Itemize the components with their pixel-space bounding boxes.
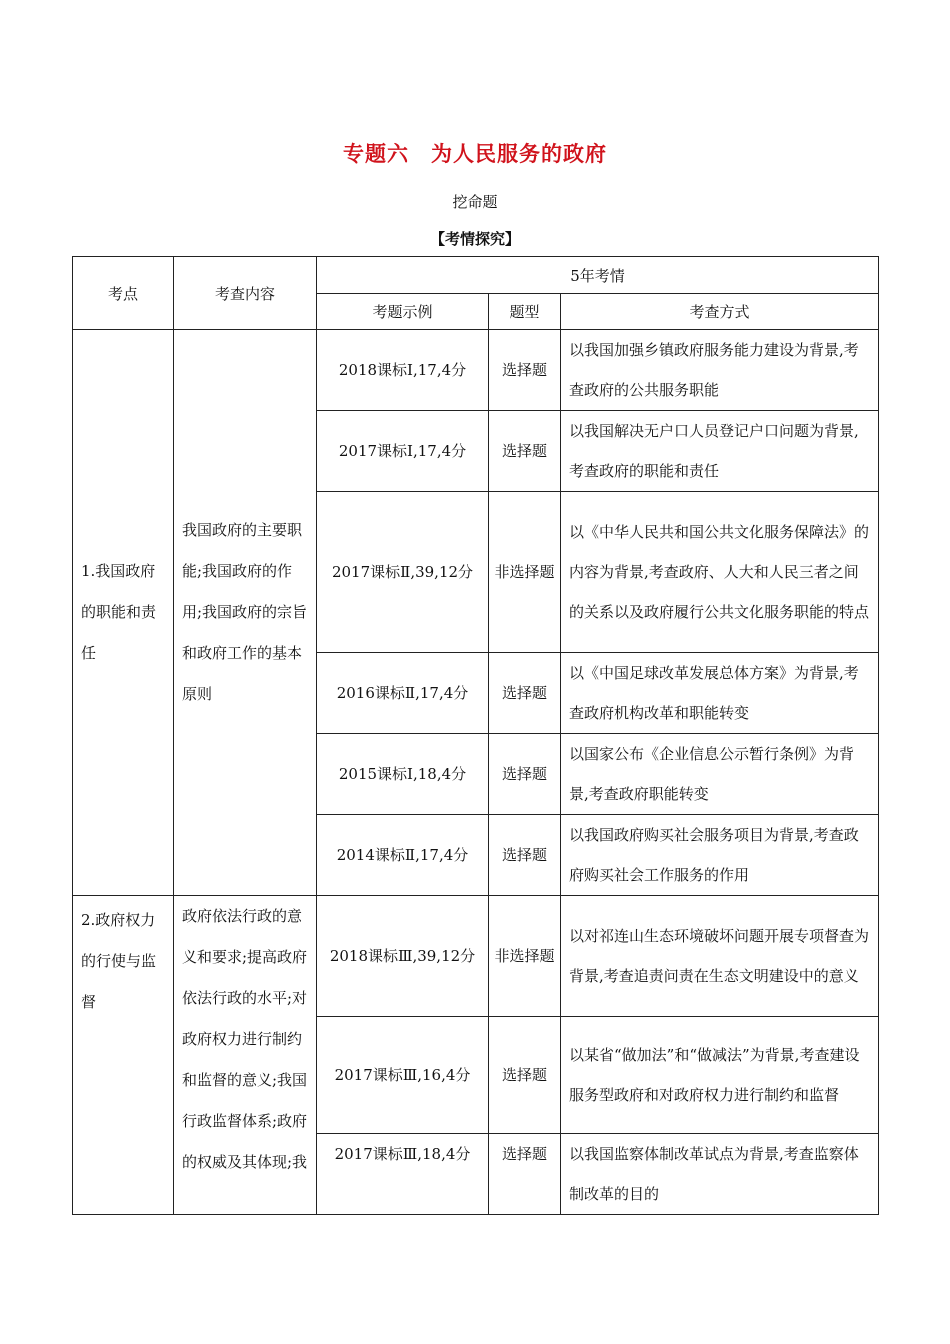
tixing-cell: 选择题 bbox=[489, 1017, 561, 1134]
header-fangshi: 考查方式 bbox=[561, 294, 879, 330]
fangshi-cell: 以我国解决无户口人员登记户口问题为背景,考查政府的职能和责任 bbox=[561, 411, 879, 492]
tixing-cell: 选择题 bbox=[489, 815, 561, 896]
tixing-cell: 选择题 bbox=[489, 330, 561, 411]
shili-cell: 2017课标Ⅲ,16,4分 bbox=[317, 1017, 489, 1134]
table-row bbox=[73, 896, 879, 1017]
shili-cell: 2014课标Ⅱ,17,4分 bbox=[317, 815, 489, 896]
fangshi-cell: 以《中国足球改革发展总体方案》为背景,考查政府机构改革和职能转变 bbox=[561, 653, 879, 734]
tixing-cell: 非选择题 bbox=[489, 492, 561, 653]
shili-cell: 2015课标Ⅰ,18,4分 bbox=[317, 734, 489, 815]
neirong-cell: 我国政府的主要职能;我国政府的作用;我国政府的宗旨和政府工作的基本原则 bbox=[174, 330, 317, 896]
section-heading: 【考情探究】 bbox=[429, 230, 520, 248]
header-five-year: 5年考情 bbox=[317, 257, 879, 294]
header-shili: 考题示例 bbox=[317, 294, 489, 330]
kaodian-cell: 2.政府权力的行使与监督 bbox=[73, 896, 174, 1215]
shili-cell: 2017课标Ⅱ,39,12分 bbox=[317, 492, 489, 653]
shili-cell: 2016课标Ⅱ,17,4分 bbox=[317, 653, 489, 734]
header-neirong: 考查内容 bbox=[174, 257, 317, 330]
shili-cell: 2018课标Ⅰ,17,4分 bbox=[317, 330, 489, 411]
exam-analysis-table bbox=[72, 256, 879, 1215]
kaodian-cell: 1.我国政府的职能和责任 bbox=[73, 330, 174, 896]
fangshi-cell: 以我国监察体制改革试点为背景,考查监察体制改革的目的 bbox=[561, 1134, 879, 1215]
fangshi-cell: 以我国政府购买社会服务项目为背景,考查政府购买社会工作服务的作用 bbox=[561, 815, 879, 896]
page-title: 专题六 为人民服务的政府 bbox=[343, 142, 607, 166]
shili-cell: 2018课标Ⅲ,39,12分 bbox=[317, 896, 489, 1017]
fangshi-cell: 以《中华人民共和国公共文化服务保障法》的内容为背景,考查政府、人大和人民三者之间的关系以及政府履行公共文化服务职能的特点 bbox=[561, 492, 879, 653]
fangshi-cell: 以国家公布《企业信息公示暂行条例》为背景,考查政府职能转变 bbox=[561, 734, 879, 815]
tixing-cell: 选择题 bbox=[489, 411, 561, 492]
tixing-cell: 非选择题 bbox=[489, 896, 561, 1017]
subtitle: 挖命题 bbox=[452, 193, 498, 211]
tixing-cell: 选择题 bbox=[489, 734, 561, 815]
header-row-1 bbox=[73, 257, 879, 294]
shili-cell: 2017课标Ⅲ,18,4分 bbox=[317, 1134, 489, 1215]
header-tixing: 题型 bbox=[489, 294, 561, 330]
neirong-cell: 政府依法行政的意义和要求;提高政府依法行政的水平;对政府权力进行制约和监督的意义;我国行政监督体系;政府的权威及其体现;我 bbox=[174, 896, 317, 1215]
fangshi-cell: 以对祁连山生态环境破坏问题开展专项督查为背景,考查追责问责在生态文明建设中的意义 bbox=[561, 896, 879, 1017]
shili-cell: 2017课标Ⅰ,17,4分 bbox=[317, 411, 489, 492]
header-kaodian: 考点 bbox=[73, 257, 174, 330]
fangshi-cell: 以我国加强乡镇政府服务能力建设为背景,考查政府的公共服务职能 bbox=[561, 330, 879, 411]
tixing-cell: 选择题 bbox=[489, 1134, 561, 1215]
fangshi-cell: 以某省“做加法”和“做减法”为背景,考查建设服务型政府和对政府权力进行制约和监督 bbox=[561, 1017, 879, 1134]
table-row bbox=[73, 330, 879, 411]
tixing-cell: 选择题 bbox=[489, 653, 561, 734]
